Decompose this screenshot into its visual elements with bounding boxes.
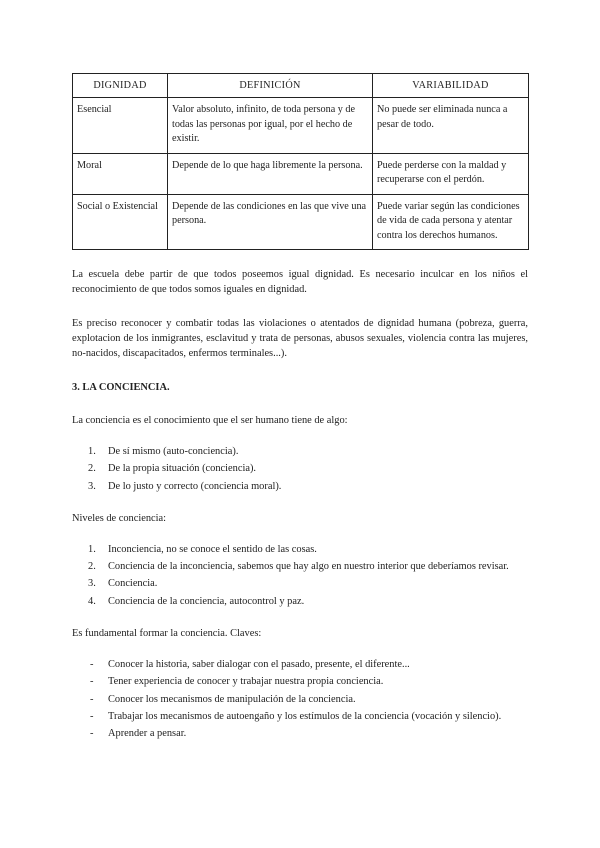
section-heading: 3. LA CONCIENCIA. <box>72 381 170 393</box>
paragraph-violations: Es preciso reconocer y combatir todas las violaciones o atentados de dignidad humana (pobreza, guerra, explotacion de los inmigrantes, esclavitud y trata de personas, abusos sexuales, violencia contra las mujeres, no-nacidos, discapacitados, enfermos terminales...). <box>72 317 528 359</box>
list-item <box>72 461 528 478</box>
list-item-text: Tener experiencia de conocer y trabajar nuestra propia conciencia. <box>108 676 384 688</box>
table-cell: Puede perderse con la maldad y recuperarse con el perdón. <box>373 153 529 194</box>
list-marker: 2. <box>88 463 96 475</box>
table-cell: Valor absoluto, infinito, de toda persona y de todas las personas por igual, por el hecho de existir. <box>168 98 373 153</box>
intro-niveles: Niveles de conciencia: <box>72 512 167 524</box>
list-marker: - <box>90 693 94 705</box>
list-marker: - <box>90 728 94 740</box>
header-variabilidad: VARIABILIDAD <box>373 74 529 98</box>
list-item-text: Conocer los mecanismos de manipulación de la conciencia. <box>108 693 356 705</box>
list-item-text: Trabajar los mecanismos de autoengaño y los estímulos de la conciencia (vocación y silencio). <box>108 711 502 723</box>
list-item <box>72 479 528 496</box>
list-marker: 4. <box>88 595 96 607</box>
list-item <box>72 709 528 726</box>
list-marker: 1. <box>88 445 96 457</box>
table-row <box>73 153 529 194</box>
document-page <box>72 73 528 744</box>
list-item <box>72 576 528 593</box>
list-item-text: Conciencia de la conciencia, autocontrol y paz. <box>108 595 305 607</box>
list-item-text: De lo justo y correcto (conciencia moral). <box>108 480 282 492</box>
list-item-text: Conciencia. <box>108 578 158 590</box>
list-marker: 2. <box>88 561 96 573</box>
table-cell: Depende de las condiciones en las que vive una persona. <box>168 194 373 249</box>
intro-conciencia: La conciencia es el conocimiento que el ser humano tiene de algo: <box>72 414 348 426</box>
table-header-row <box>73 74 529 98</box>
list-item <box>72 692 528 709</box>
list-marker: 3. <box>88 480 96 492</box>
table-cell: No puede ser eliminada nunca a pesar de todo. <box>373 98 529 153</box>
table-cell: Puede variar según las condiciones de vida de cada persona y atentar contra los derechos humanos. <box>373 194 529 249</box>
list-item-text: Aprender a pensar. <box>108 728 187 740</box>
list-item <box>72 657 528 674</box>
list-item-text: Conocer la historia, saber dialogar con el pasado, presente, el diferente... <box>108 659 410 671</box>
table-cell: Depende de lo que haga libremente la persona. <box>168 153 373 194</box>
list-marker: - <box>90 711 94 723</box>
list-item-text: Conciencia de la inconciencia, sabemos que hay algo en nuestro interior que deberíamos revisar. <box>108 561 509 573</box>
list-item <box>72 594 528 611</box>
conciencia-list <box>72 444 528 496</box>
niveles-list <box>72 542 528 611</box>
list-item-text: Inconciencia, no se conoce el sentido de las cosas. <box>108 543 317 555</box>
list-item <box>72 674 528 691</box>
list-marker: - <box>90 659 94 671</box>
header-definicion: DEFINICIÓN <box>168 74 373 98</box>
list-item <box>72 726 528 743</box>
paragraph-school: La escuela debe partir de que todos poseemos igual dignidad. Es necesario inculcar en los niños el reconocimiento de que todos somos iguales en dignidad. <box>72 269 528 296</box>
list-marker: 3. <box>88 578 96 590</box>
list-marker: 1. <box>88 543 96 555</box>
table-row <box>73 98 529 153</box>
table-cell: Esencial <box>73 98 168 153</box>
intro-claves: Es fundamental formar la conciencia. Claves: <box>72 628 262 640</box>
list-marker: - <box>90 676 94 688</box>
table-cell: Social o Existencial <box>73 194 168 249</box>
list-item-text: De la propia situación (conciencia). <box>108 463 257 475</box>
list-item-text: De sí mismo (auto-conciencia). <box>108 445 239 457</box>
table-cell: Moral <box>73 153 168 194</box>
list-item <box>72 559 528 576</box>
list-item <box>72 542 528 559</box>
claves-list <box>72 657 528 743</box>
header-dignidad: DIGNIDAD <box>73 74 168 98</box>
dignity-table <box>72 73 529 250</box>
list-item <box>72 444 528 461</box>
table-row <box>73 194 529 249</box>
